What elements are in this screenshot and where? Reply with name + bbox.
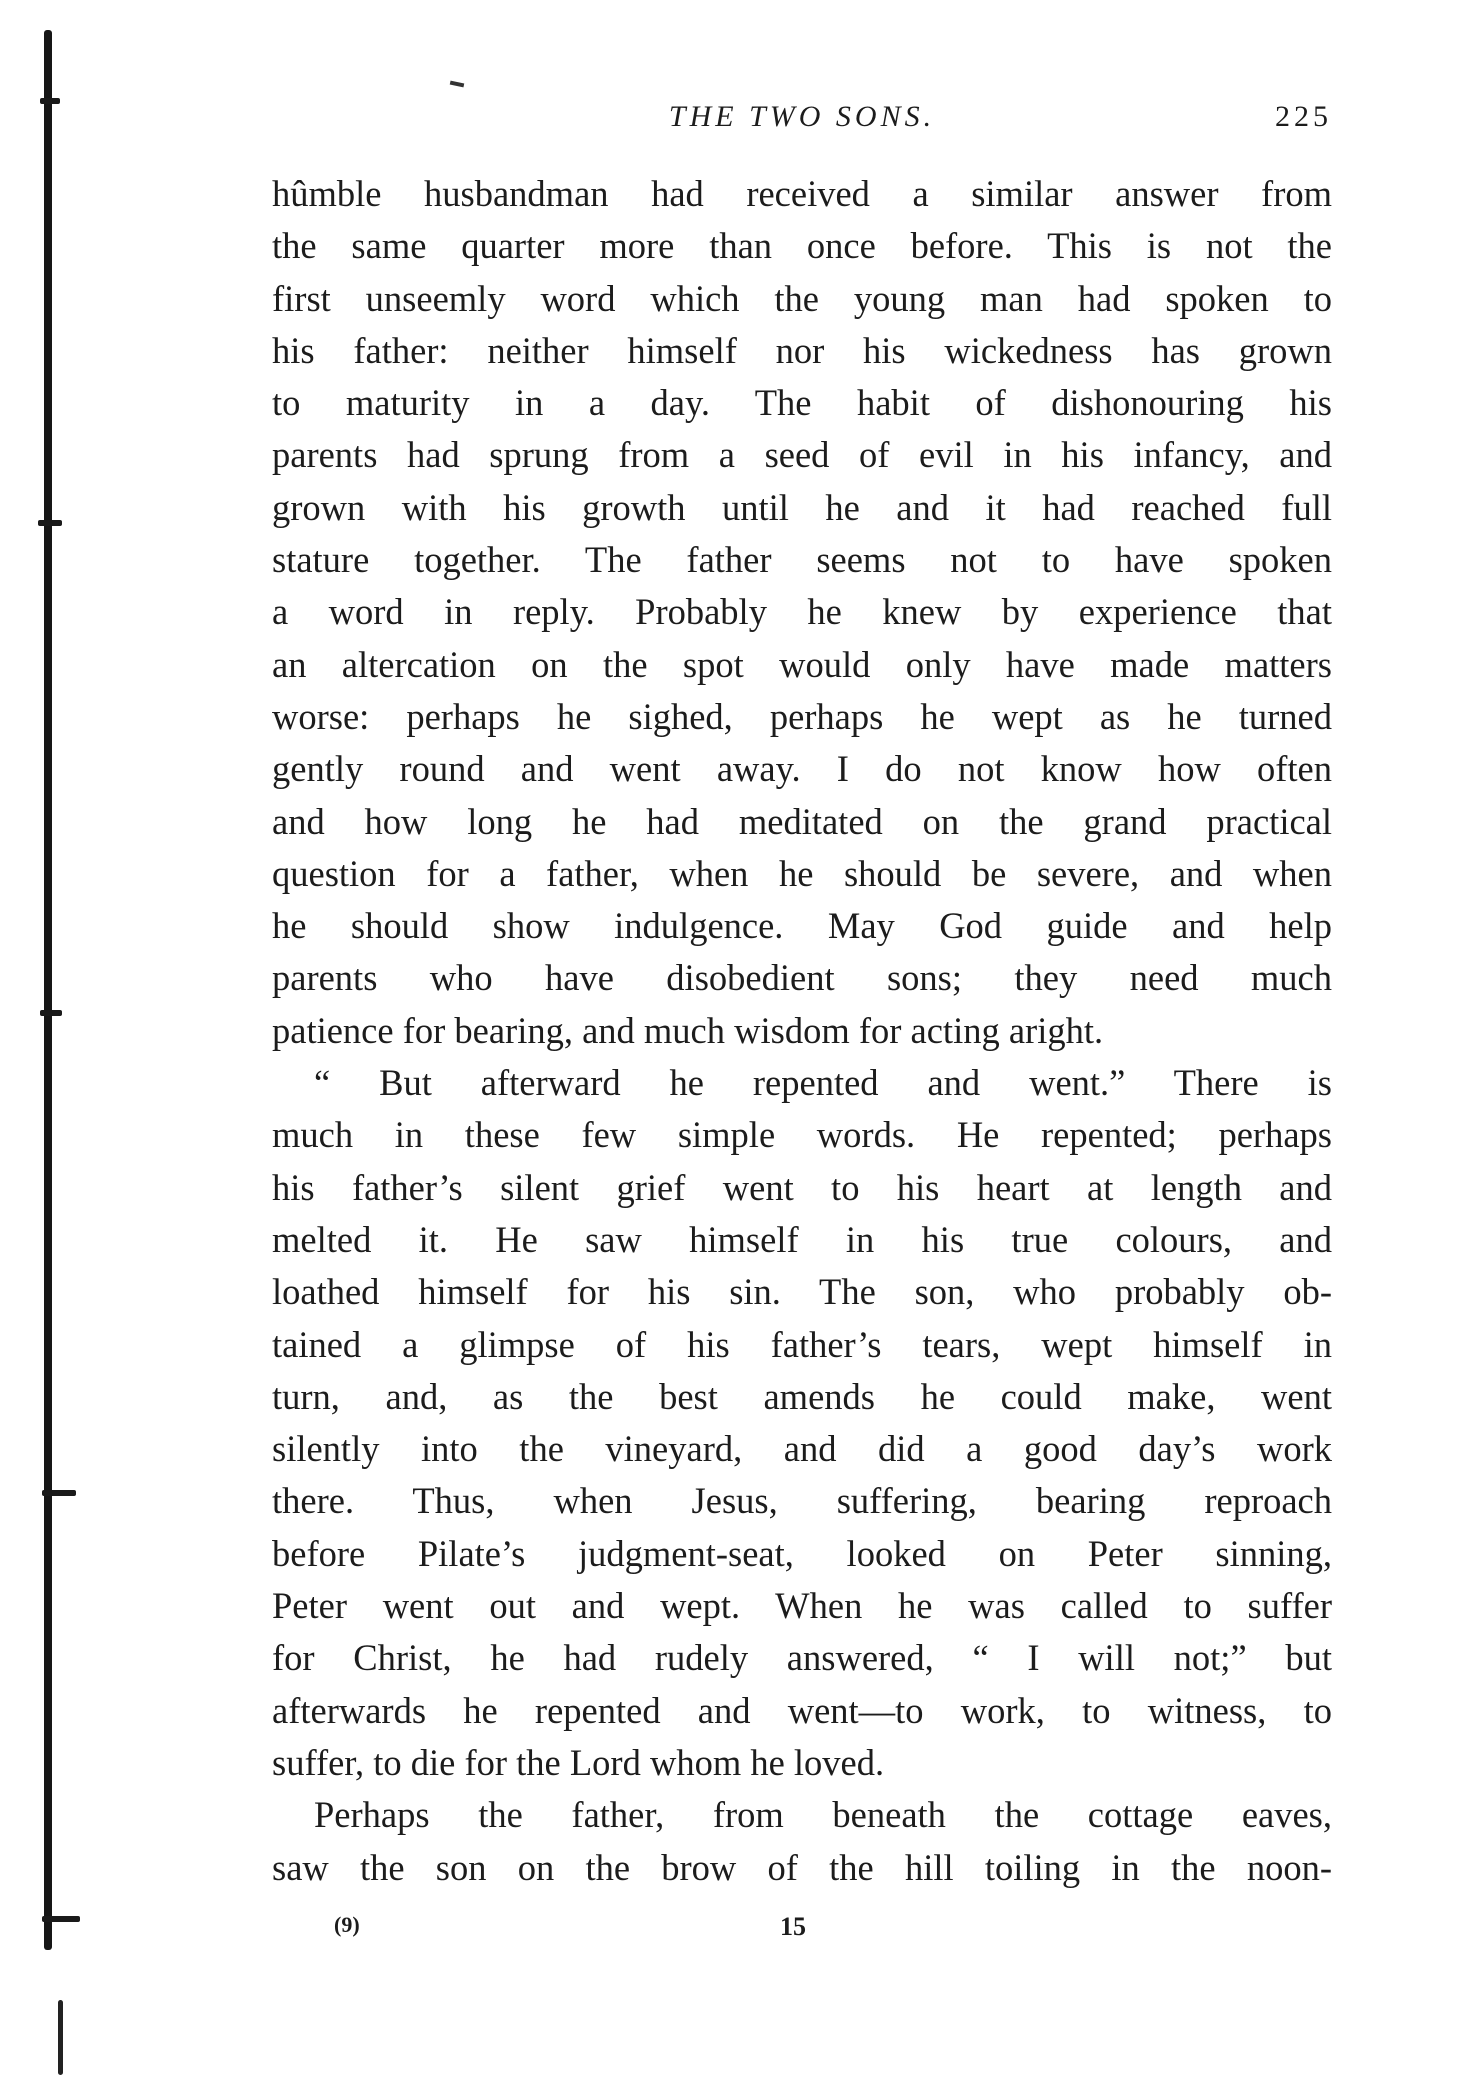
text-line: worse: perhaps he sighed, perhaps he wept as he turned	[272, 695, 1332, 737]
ink-speck	[450, 81, 465, 88]
binding-notch	[38, 520, 62, 526]
binding-notch	[40, 1010, 62, 1016]
text-line: before Pilate’s judgment-seat, looked on Peter sinning,	[272, 1532, 1332, 1574]
text-line: afterwards he repented and went—to work, to witness, to	[272, 1689, 1332, 1731]
text-line: he should show indulgence. May God guide and help	[272, 905, 1332, 947]
text-line: his father’s silent grief went to his heart at length and	[272, 1166, 1332, 1208]
text-line: and how long he had meditated on the grand practical	[272, 800, 1332, 842]
running-title: THE TWO SONS.	[668, 100, 936, 133]
body-text	[272, 168, 1332, 1894]
text-line: question for a father, when he should be severe, and when	[272, 852, 1332, 894]
text-line: the same quarter more than once before. This is not the	[272, 225, 1332, 267]
signature-mark: (9)	[334, 1912, 360, 1937]
text-line: suffer, to die for the Lord whom he loved.	[272, 1741, 885, 1783]
binding-edge-lower	[58, 2000, 63, 2075]
text-line: patience for bearing, and much wisdom for acting aright.	[272, 1009, 1104, 1051]
binding-notch	[42, 1916, 80, 1922]
page-number: 225	[1275, 100, 1332, 133]
text-line: loathed himself for his sin. The son, who probably ob-	[272, 1271, 1332, 1313]
text-line: tained a glimpse of his father’s tears, wept himself in	[272, 1323, 1332, 1365]
binding-notch	[40, 98, 60, 104]
text-line: parents who have disobedient sons; they need much	[272, 957, 1332, 999]
text-line: parents had sprung from a seed of evil in his infancy, and	[272, 434, 1332, 476]
text-line: turn, and, as the best amends he could make, went	[272, 1375, 1332, 1417]
text-line: to maturity in a day. The habit of dishonouring his	[272, 382, 1332, 424]
text-line: an altercation on the spot would only have made matters	[272, 643, 1332, 685]
text-line: saw the son on the brow of the hill toiling in the noon-	[272, 1846, 1332, 1888]
text-line: first unseemly word which the young man had spoken to	[272, 277, 1332, 319]
text-line: “ But afterward he repented and went.” There is	[314, 1062, 1332, 1104]
text-line: a word in reply. Probably he knew by experience that	[272, 591, 1332, 633]
text-line: melted it. He saw himself in his true colours, and	[272, 1218, 1332, 1260]
page-footer	[272, 1912, 832, 1952]
text-line: Peter went out and wept. When he was called to suffer	[272, 1585, 1332, 1627]
text-line: there. Thus, when Jesus, suffering, bearing reproach	[272, 1480, 1332, 1522]
text-line: gently round and went away. I do not know how often	[272, 748, 1332, 790]
text-line: for Christ, he had rudely answered, “ I will not;” but	[272, 1637, 1332, 1679]
binding-notch	[42, 1490, 76, 1496]
binding-edge	[44, 30, 52, 1950]
text-line: much in these few simple words. He repented; perhaps	[272, 1114, 1332, 1156]
signature-number: 15	[780, 1912, 806, 1941]
text-line: silently into the vineyard, and did a good day’s work	[272, 1428, 1332, 1470]
text-line: Perhaps the father, from beneath the cottage eaves,	[314, 1794, 1332, 1836]
running-head	[272, 98, 1332, 142]
text-line: grown with his growth until he and it had reached full	[272, 486, 1332, 528]
text-line: hûmble husbandman had received a similar answer from	[272, 173, 1332, 214]
text-line: his father: neither himself nor his wickedness has grown	[272, 329, 1332, 371]
text-line: stature together. The father seems not to have spoken	[272, 539, 1332, 581]
